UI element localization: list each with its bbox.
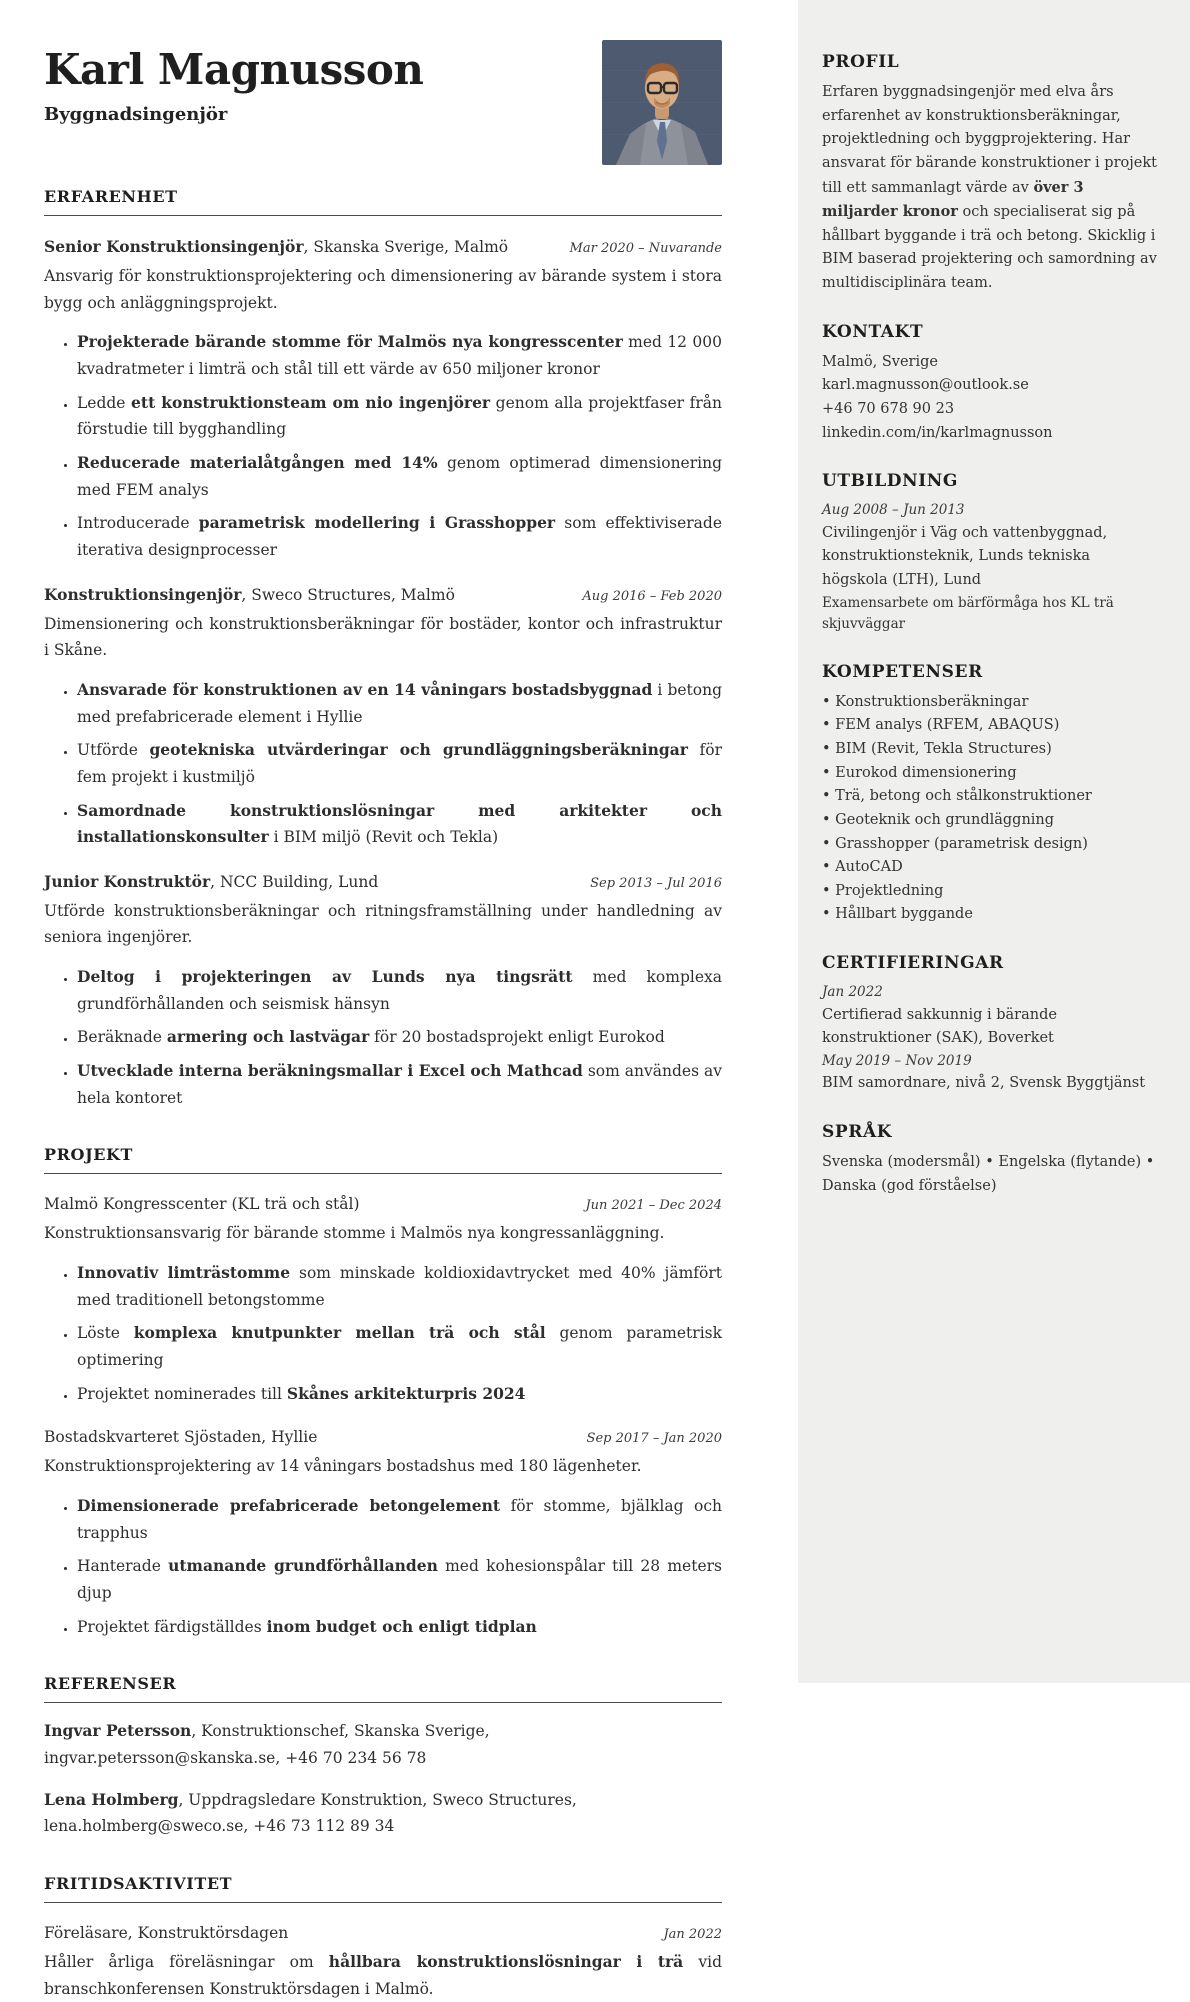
bullet-item: • Projekterade bärande stomme för Malmös nya kongresscenter med 12 000 kvadratmeter i limträ och stål till ett värde av 650 miljoner kronor [77,329,722,382]
skill-item: • Trä, betong och stålkonstruktioner [822,785,1160,809]
skill-item: • Eurokod dimensionering [822,762,1160,786]
job-header [44,237,722,256]
project-header [44,1195,722,1213]
project-title: Bostadskvarteret Sjöstaden, Hyllie [44,1428,318,1447]
sidebar-heading-education: UTBILDNING [822,471,959,492]
job-title: Senior Konstruktionsingenjör [44,237,304,256]
skills-list [822,691,1160,927]
bullet-item: • Introducerade parametrisk modellering i Grasshopper som effektiviserade iterativa designprocesser [77,510,722,563]
sidebar-heading-contact: KONTAKT [822,321,924,342]
job-entry [44,585,722,851]
portrait-illustration [602,40,722,165]
job-company: , NCC Building, Lund [210,872,379,891]
skill-item: • Hållbart byggande [822,903,1160,927]
reference-details: , Konstruktionschef, Skanska Sverige, ingvar.petersson@skanska.se, +46 70 234 56 78 [44,1722,490,1767]
reference-details: , Uppdragsledare Konstruktion, Sweco Structures, lena.holmberg@sweco.se, +46 73 112 89 34 [44,1790,577,1836]
bullet-item: • Projektet färdigställdes inom budget och enligt tidplan [77,1614,722,1641]
job-date: Aug 2016 – Feb 2020 [582,588,722,604]
job-summary: Dimensionering och konstruktionsberäkningar för bostäder, kontor och infrastruktur i Skåne. [44,614,722,660]
bullet-item: • Dimensionerade prefabricerade betongelement för stomme, bjälklag och trapphus [77,1493,722,1546]
reference-entry [44,1718,722,1771]
sidebar-heading-certifications: CERTIFIERINGAR [822,953,1004,974]
activity-title: Föreläsare, Konstruktörsdagen [44,1923,289,1942]
sidebar-section-certifications [822,953,1160,1096]
bullet-item: • Innovativ limträstomme som minskade koldioxidavtrycket med 40% jämfört med traditionell betongstomme [77,1260,722,1313]
contact-linkedin: linkedin.com/in/karlmagnusson [822,424,1053,441]
section-heading-projects: PROJEKT [44,1145,722,1174]
person-name: Karl Magnusson [44,45,424,94]
skill-item: • Grasshopper (parametrisk design) [822,833,1160,857]
bullet-item: • Ansvarade för konstruktionen av en 14 våningars bostadsbyggnad i betong med prefabricerade element i Hyllie [77,677,722,730]
project-title: Malmö Kongresscenter (KL trä och stål) [44,1195,360,1214]
job-company: , Sweco Structures, Malmö [241,585,455,604]
project-summary: Konstruktionsansvarig för bärande stomme i Malmös nya kongressanläggning. [44,1224,665,1243]
sidebar-section-profile [822,52,1160,296]
job-date: Mar 2020 – Nuvarande [569,241,722,256]
sidebar-heading-languages: SPRÅK [822,1122,893,1143]
section-heading-activity: FRITIDSAKTIVITET [44,1874,722,1903]
job-title-line [44,237,508,256]
skill-item: • FEM analys (RFEM, ABAQUS) [822,714,1160,738]
sidebar-heading-skills: KOMPETENSER [822,661,983,682]
bullet-item: • Reducerade materialåtgången med 14% genom optimerad dimensionering med FEM analys [77,450,722,503]
bullet-item: • Hanterade utmanande grundförhållanden med kohesionspålar till 28 meters djup [77,1553,722,1606]
skill-item: • Projektledning [822,880,1160,904]
certification-text: Certifierad sakkunnig i bärande konstruktioner (SAK), Boverket [822,1006,1057,1047]
education-thesis: Examensarbete om bärförmåga hos KL trä skjuvväggar [822,594,1114,633]
job-bullets [44,964,722,1111]
sidebar-section-languages [822,1122,1160,1198]
bullet-item: • Utvecklade interna beräkningsmallar i Excel och Mathcad som användes av hela kontoret [77,1058,722,1111]
profile-photo [602,40,722,165]
reference-name: Ingvar Petersson [44,1721,192,1741]
skill-item: • AutoCAD [822,856,1160,880]
bullet-item: • Deltog i projekteringen av Lunds nya tingsrätt med komplexa grundförhållanden och seismisk hänsyn [77,964,722,1017]
bullet-item: • Samordnade konstruktionslösningar med arkitekter och installationskonsulter i BIM miljö (Revit och Tekla) [77,798,722,851]
sidebar [798,0,1190,1683]
job-title: Junior Konstruktör [44,871,211,891]
certification-date: May 2019 – Nov 2019 [822,1052,972,1069]
sidebar-heading-profile: PROFIL [822,52,900,72]
project-header [44,1428,722,1446]
skill-item: • BIM (Revit, Tekla Structures) [822,738,1160,762]
job-header [44,872,722,891]
contact-email: karl.magnusson@outlook.se [822,377,1029,394]
job-entry [44,237,722,564]
activity-date: Jan 2022 [663,1926,722,1942]
job-date: Sep 2013 – Jul 2016 [590,875,722,891]
activity-entry [44,1924,722,2002]
job-title-line [44,872,378,891]
sidebar-section-skills [822,662,1160,927]
profile-text: Erfaren byggnadsingenjör med elva års erfarenhet av konstruktionsberäkningar, projektledning och byggprojektering. Har ansvarat för bärande konstruktioner i projekt till ett sammanlagt värde av över 3 miljarder kronor och specialiserat sig på hållbart byggande i trä och betong. Skicklig i BIM baserad projektering och samordning av multidisciplinära team. [822,84,1157,291]
job-summary: Utförde konstruktionsberäkningar och ritningsframställning under handledning av seniora ingenjörer. [44,901,722,947]
certification-date: Jan 2022 [822,984,883,1001]
reference-entry [44,1787,722,1840]
bullet-item: • Löste komplexa knutpunkter mellan trä och stål genom parametrisk optimering [77,1320,722,1373]
reference-name: Lena Holmberg [44,1789,179,1809]
skill-item: • Konstruktionsberäkningar [822,691,1160,715]
job-title: Konstruktionsingenjör [44,584,242,604]
bullet-item: • Ledde ett konstruktionsteam om nio ingenjörer genom alla projektfaser från förstudie till bygghandling [77,390,722,443]
project-bullets [44,1493,722,1640]
project-date: Jun 2021 – Dec 2024 [585,1198,722,1214]
job-entry [44,872,722,1112]
bullet-item: • Utförde geotekniska utvärderingar och grundläggningsberäkningar för fem projekt i kustmiljö [77,737,722,790]
languages-text: Svenska (modersmål) • Engelska (flytande) • Danska (god förståelse) [822,1154,1155,1194]
education-degree: Civilingenjör i Väg och vattenbyggnad, konstruktionsteknik, Lunds tekniska högskola (LTH), Lund [822,524,1108,588]
section-heading-references: REFERENSER [44,1674,722,1703]
project-summary: Konstruktionsprojektering av 14 våningars bostadshus med 180 lägenheter. [44,1457,642,1476]
bullet-item: • Projektet nominerades till Skånes arkitekturpris 2024 [77,1381,722,1408]
contact-location: Malmö, Sverige [822,353,938,370]
sidebar-section-education [822,471,1160,636]
activity-description: Håller årliga föreläsningar om hållbara konstruktionslösningar i trä vid branschkonferensen Konstruktörsdagen i Malmö. [44,1951,722,1998]
header [44,40,722,165]
sidebar-section-contact [822,322,1160,446]
contact-phone: +46 70 678 90 23 [822,400,955,417]
education-date: Aug 2008 – Jun 2013 [822,502,965,519]
job-bullets [44,329,722,563]
job-summary: Ansvarig för konstruktionsprojektering och dimensionering av bärande system i stora bygg och anläggningsprojekt. [44,267,722,312]
job-title-line [44,585,455,604]
header-text [44,40,423,125]
project-bullets [44,1260,722,1407]
section-heading-experience: ERFARENHET [44,187,722,216]
job-header [44,585,722,604]
project-date: Sep 2017 – Jan 2020 [586,1431,722,1447]
project-entry [44,1428,722,1640]
activity-header [44,1924,722,1942]
job-company: , Skanska Sverige, Malmö [303,238,509,256]
project-entry [44,1195,722,1407]
bullet-item: • Beräknade armering och lastvägar för 20 bostadsprojekt enligt Eurokod [77,1024,722,1051]
job-bullets [44,677,722,851]
certification-text: BIM samordnare, nivå 2, Svensk Byggtjänst [822,1075,1146,1092]
person-title: Byggnadsingenjör [44,104,228,126]
skill-item: • Geoteknik och grundläggning [822,809,1160,833]
